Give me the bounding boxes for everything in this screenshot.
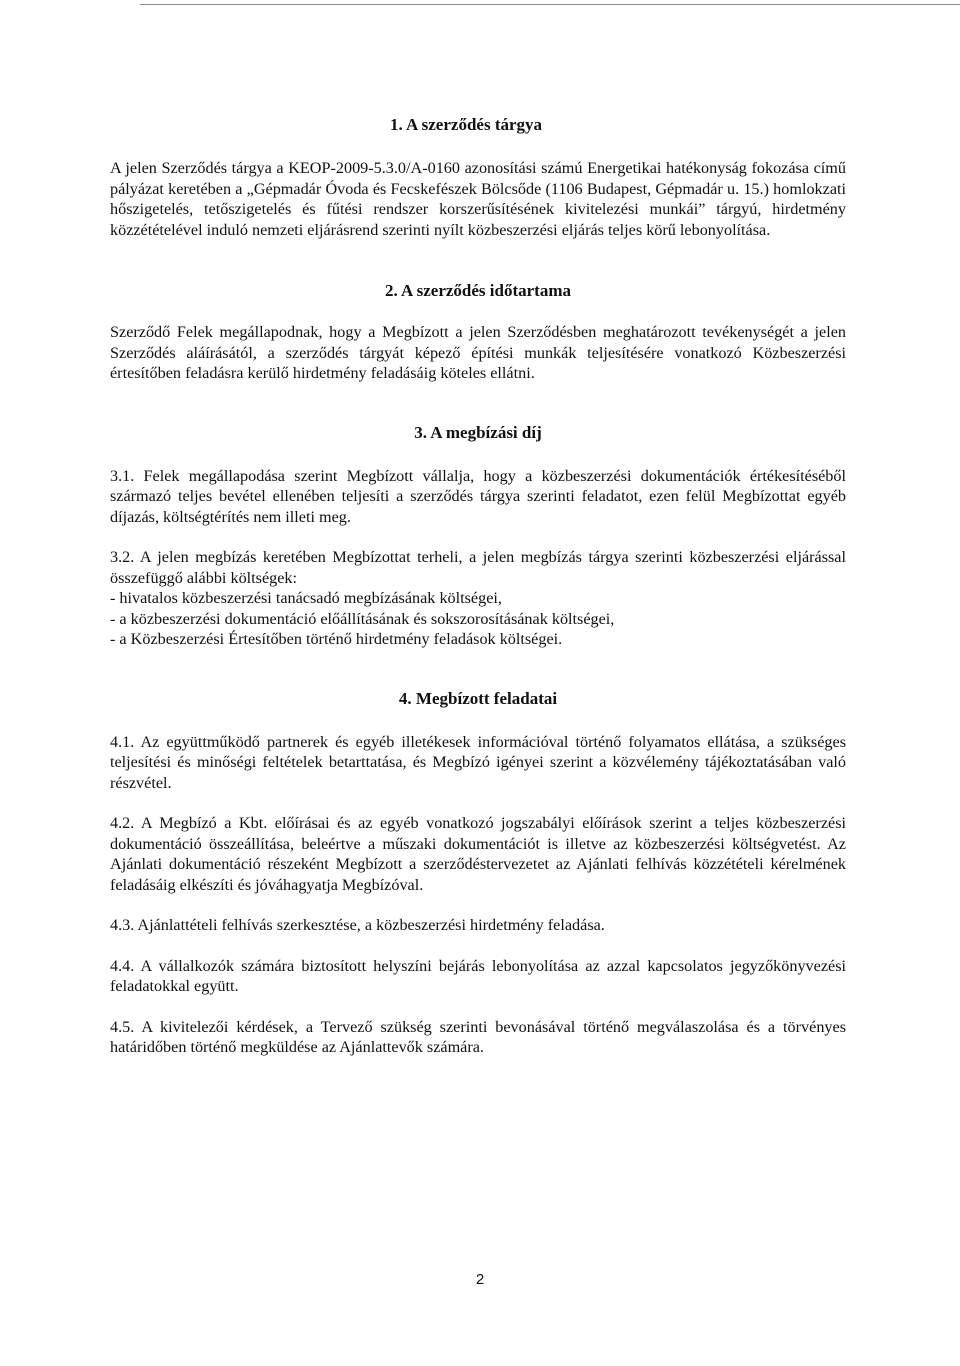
- section-4-paragraph-2: 4.2. A Megbízó a Kbt. előírásai és az egyéb vonatkozó jogszabályi előírások szerint a teljes közbeszerzési dokumentáció összeállítása, beleértve a műszaki dokumentációt is illetve az közbeszerzési költségvetést. Az Ajánlati dokumentáció részeként Megbízott a szerződéstervezetet az Ajánlati felhívás közzétételi kérelmének feladásáig elkészíti és jóváhagyatja Megbízóval.: [110, 814, 846, 894]
- document-page: [110, 114, 846, 1058]
- section-1-body: A jelen Szerződés tárgya a KEOP-2009-5.3.0/A-0160 azonosítási számú Energetikai hatékonyság fokozása című pályázat keretében a „Gépmadár Óvoda és Fecskefészek Bölcsőde (1106 Budapest, Gépmadár u. 15.) homlokzati hőszigetelés, tetőszigetelés és fűtési rendszer korszerűsítésének kivitelezési munkái” tárgyú, hirdetmény közzétételével induló nemzeti eljárásrend szerinti nyílt közbeszerzési eljárás teljes körű lebonyolítása.: [110, 159, 846, 239]
- section-4-paragraph-4: 4.4. A vállalkozók számára biztosított helyszíni bejárás lebonyolítása az azzal kapcsolatos jegyzőkönyvezési feladatokkal együtt.: [110, 956, 846, 995]
- section-1-heading: 1. A szerződés tárgya: [390, 115, 543, 134]
- scan-top-rule: [140, 4, 960, 5]
- section-4-paragraph-3: 4.3. Ajánlattételi felhívás szerkesztése, a közbeszerzési hirdetmény feladása.: [110, 916, 605, 934]
- section-4-heading: 4. Megbízott feladatai: [398, 688, 558, 708]
- section-3-paragraph-2: 3.2. A jelen megbízás keretében Megbízottat terheli, a jelen megbízás tárgya szerinti közbeszerzési eljárással összefüggő alábbi költségek:: [110, 548, 846, 587]
- section-3-paragraph-1: 3.1. Felek megállapodása szerint Megbízott vállalja, hogy a közbeszerzési dokumentációk értékesítéséből származó teljes bevétel ellenében teljesíti a szerződés tárgya szerinti feladatot, ezen felül Megbízottat egyéb díjazás, költségtérítés nem illeti meg.: [110, 466, 846, 526]
- section-3-heading: 3. A megbízási díj: [414, 422, 542, 442]
- section-4-paragraph-1: 4.1. Az együttműködő partnerek és egyéb illetékesek információval történő folyamatos ellátása, a szükséges teljesítési és minőségi feltételek betarttatása, és Megbízó igényei szerint a közvélemény tájékoztatásában való részvétel.: [110, 732, 846, 792]
- section-2-body: Szerződő Felek megállapodnak, hogy a Megbízott a jelen Szerződésben meghatározott tevékenységét a jelen Szerződés aláírásától, a szerződés tárgyát képező építési munkák teljesítésére vonatkozó Közbeszerzési értesítőben feladásra kerülő hirdetmény feladásáig köteles ellátni.: [110, 323, 846, 382]
- section-4-paragraph-5: 4.5. A kivitelezői kérdések, a Tervező szükség szerinti bevonásával történő megválaszolása és a törvényes határidőben történő megküldése az Ajánlattevők számára.: [110, 1017, 846, 1056]
- list-item: - hivatalos közbeszerzési tanácsadó megbízásának költségei,: [110, 589, 502, 607]
- page-number: 2: [475, 1271, 485, 1288]
- list-item: - a Közbeszerzési Értesítőben történő hirdetmény feladások költségei.: [110, 630, 563, 648]
- list-item: - a közbeszerzési dokumentáció előállításának és sokszorosításának költségei,: [110, 609, 615, 628]
- section-2-heading: 2. A szerződés időtartama: [384, 281, 572, 300]
